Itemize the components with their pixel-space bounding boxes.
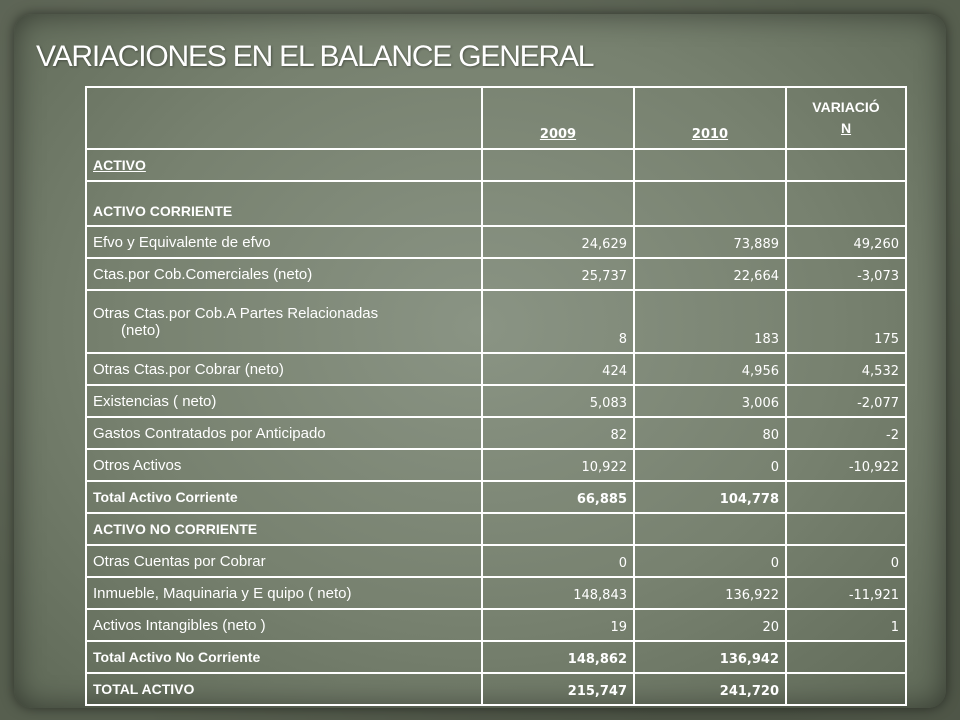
table-row: [86, 609, 906, 641]
value-2010: 136,922: [634, 577, 786, 609]
value-2010: 0: [634, 545, 786, 577]
total-row-corriente: [86, 481, 906, 513]
total-activo-2010: 241,720: [634, 673, 786, 705]
table-row: [86, 258, 906, 290]
value-2010: 3,006: [634, 385, 786, 417]
value-2010: 73,889: [634, 226, 786, 258]
value-variacion: 175: [786, 290, 906, 353]
value-2010: 0: [634, 449, 786, 481]
total-corriente-2010: 104,778: [634, 481, 786, 513]
value-variacion: 0: [786, 545, 906, 577]
header-variacion: [786, 87, 906, 149]
value-variacion: -2,077: [786, 385, 906, 417]
row-label: Ctas.por Cob.Comerciales (neto): [86, 258, 482, 290]
table-row: [86, 353, 906, 385]
value-2010: 20: [634, 609, 786, 641]
row-label: [86, 290, 482, 353]
value-2010: 4,956: [634, 353, 786, 385]
header-variacion-line1: VARIACIÓ: [812, 99, 880, 115]
value-2009: 8: [482, 290, 634, 353]
table-row: [86, 545, 906, 577]
value-variacion: -10,922: [786, 449, 906, 481]
header-variacion-line2: N: [840, 120, 852, 136]
value-2010: 80: [634, 417, 786, 449]
total-row-activo: [86, 673, 906, 705]
section-row-activo: [86, 149, 906, 181]
section-activo-label: ACTIVO: [86, 149, 482, 181]
value-2010: 22,664: [634, 258, 786, 290]
total-activo-2009: 215,747: [482, 673, 634, 705]
table-row: [86, 577, 906, 609]
value-2009: 25,737: [482, 258, 634, 290]
empty-cell: [634, 513, 786, 545]
row-label-line2: (neto): [121, 321, 161, 339]
value-variacion: 49,260: [786, 226, 906, 258]
total-corriente-variacion: [786, 481, 906, 513]
row-label: Gastos Contratados por Anticipado: [86, 417, 482, 449]
total-activo-label: TOTAL ACTIVO: [86, 673, 482, 705]
value-2009: 0: [482, 545, 634, 577]
value-2009: 19: [482, 609, 634, 641]
table-row: [86, 226, 906, 258]
total-activo-variacion: [786, 673, 906, 705]
section-row-no-corriente: [86, 513, 906, 545]
balance-table: [85, 86, 907, 706]
value-2009: 24,629: [482, 226, 634, 258]
row-label-line1: Otras Ctas.por Cob.A Partes Relacionadas: [93, 304, 379, 322]
empty-cell: [786, 513, 906, 545]
total-corriente-label: Total Activo Corriente: [86, 481, 482, 513]
total-corriente-2009: 66,885: [482, 481, 634, 513]
value-2009: 5,083: [482, 385, 634, 417]
value-variacion: -11,921: [786, 577, 906, 609]
row-label: Otras Ctas.por Cobrar (neto): [86, 353, 482, 385]
value-variacion: 4,532: [786, 353, 906, 385]
table-row: [86, 417, 906, 449]
table-row: [86, 385, 906, 417]
value-2009: 148,843: [482, 577, 634, 609]
row-label: Otros Activos: [86, 449, 482, 481]
total-no-corriente-label: Total Activo No Corriente: [86, 641, 482, 673]
section-corriente-label: ACTIVO CORRIENTE: [86, 181, 482, 226]
row-label: Activos Intangibles (neto ): [86, 609, 482, 641]
row-label: Otras Cuentas por Cobrar: [86, 545, 482, 577]
row-label: Efvo y Equivalente de efvo: [86, 226, 482, 258]
value-2010: 183: [634, 290, 786, 353]
value-variacion: -2: [786, 417, 906, 449]
empty-cell: [634, 181, 786, 226]
total-row-no-corriente: [86, 641, 906, 673]
table-row: [86, 449, 906, 481]
value-variacion: 1: [786, 609, 906, 641]
total-no-corriente-2009: 148,862: [482, 641, 634, 673]
section-no-corriente-label: ACTIVO NO CORRIENTE: [86, 513, 482, 545]
total-no-corriente-variacion: [786, 641, 906, 673]
empty-cell: [482, 513, 634, 545]
value-2009: 424: [482, 353, 634, 385]
section-row-corriente: [86, 181, 906, 226]
row-label: Existencias ( neto): [86, 385, 482, 417]
table-row: [86, 290, 906, 353]
empty-cell: [634, 149, 786, 181]
header-label-cell: [86, 87, 482, 149]
empty-cell: [482, 149, 634, 181]
empty-cell: [786, 149, 906, 181]
empty-cell: [482, 181, 634, 226]
total-no-corriente-2010: 136,942: [634, 641, 786, 673]
value-2009: 10,922: [482, 449, 634, 481]
value-variacion: -3,073: [786, 258, 906, 290]
table-header-row: [86, 87, 906, 149]
header-2009: 2009: [482, 87, 634, 149]
header-2010: 2010: [634, 87, 786, 149]
value-2009: 82: [482, 417, 634, 449]
row-label: Inmueble, Maquinaria y E quipo ( neto): [86, 577, 482, 609]
slide-title: VARIACIONES EN EL BALANCE GENERAL: [36, 40, 594, 73]
empty-cell: [786, 181, 906, 226]
